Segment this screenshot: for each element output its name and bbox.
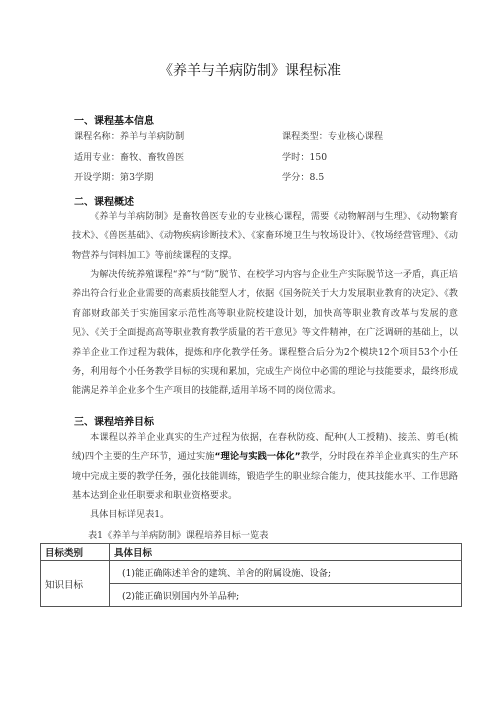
goals-paragraph-1-emphasis: “理论与实践一体化”: [214, 451, 301, 463]
goals-paragraph-1-part-b: 教学，分时段在养羊企业真实的生产环境中完成主要的教学任务，强化技能训练，锻造学生的职业综合能力，使其技能水平、工作思路基本达到企业任职要求和职业资格要求。: [72, 451, 459, 502]
section-heading-basic-info: 一、课程基本信息: [74, 116, 154, 127]
goals-paragraph-1: [72, 428, 458, 506]
goal-item: (2)能正确识别国内外羊品种;: [110, 584, 462, 607]
offering-term: 开设学期：第3学期: [74, 172, 154, 183]
applicable-major: 适用专业：畜牧、畜牧兽医: [74, 152, 185, 163]
overview-paragraph-2: 为解决传统养殖课程“养”与“防”脱节、在校学习内容与企业生产实际脱节这一矛盾，真正培养出符合行业企业需要的高素质技能型人才，依据《国务院关于大力发展职业教育的决定》、《教育部财政部关于实施国家示范性高等职业院校建设计划，加快高等职业教育改革与发展的意见》、《关于全面提高高等职业教育教学质量的若干意见》等文件精神，在广泛调研的基础上，以养羊企业工作过程为载体，提炼和序化教学任务。课程整合后分为2个模块12个项目53个小任务，利用每个小任务教学目标的实现和累加，完成生产岗位中必需的理论与技能要求，最终形成能满足养羊企业多个生产项目的技能群,适用羊场不同的岗位需求。: [72, 269, 458, 397]
credits: 学分：8.5: [282, 172, 325, 183]
section-heading-overview: 二、课程概述: [74, 197, 134, 208]
goals-paragraph-2: 具体目标详见表1。: [90, 509, 170, 520]
goal-item: (1)能正确陈述羊舍的建筑、羊舍的附属设施、设备;: [110, 561, 462, 584]
table-row: [41, 561, 462, 584]
goals-table: [40, 543, 462, 607]
course-name: 课程名称：养羊与羊病防制: [74, 131, 185, 142]
table-header-row: [41, 544, 462, 561]
goals-paragraph-1-part-a: 本课程以养羊企业真实的生产过程为依据，在春秋防疫、配种(人工授精)、接羔、剪毛(梳绒)四个主要的生产环节，通过实施: [72, 432, 458, 463]
overview-paragraph-1: 《养羊与羊病防制》是畜牧兽医专业的专业核心课程，需要《动物解剖与生理》、《动物繁育技术》、《兽医基础》、《动物疾病诊断技术》、《家畜环境卫生与牧场设计》、《牧场经营管理》、《动物营养与饲料加工》等前续课程的支撑。: [72, 211, 458, 261]
table-caption: 表1《养羊与羊病防制》课程培养目标一览表: [88, 530, 269, 541]
row-category-knowledge: 知识目标: [41, 561, 110, 607]
section-heading-goals: 三、课程培养目标: [74, 417, 154, 428]
class-hours: 学时：150: [282, 152, 328, 163]
header-category: 目标类别: [41, 544, 110, 561]
course-type: 课程类型：专业核心课程: [282, 131, 384, 142]
document-title: 《养羊与羊病防制》课程标准: [159, 63, 341, 79]
header-goal: 具体目标: [110, 544, 462, 561]
